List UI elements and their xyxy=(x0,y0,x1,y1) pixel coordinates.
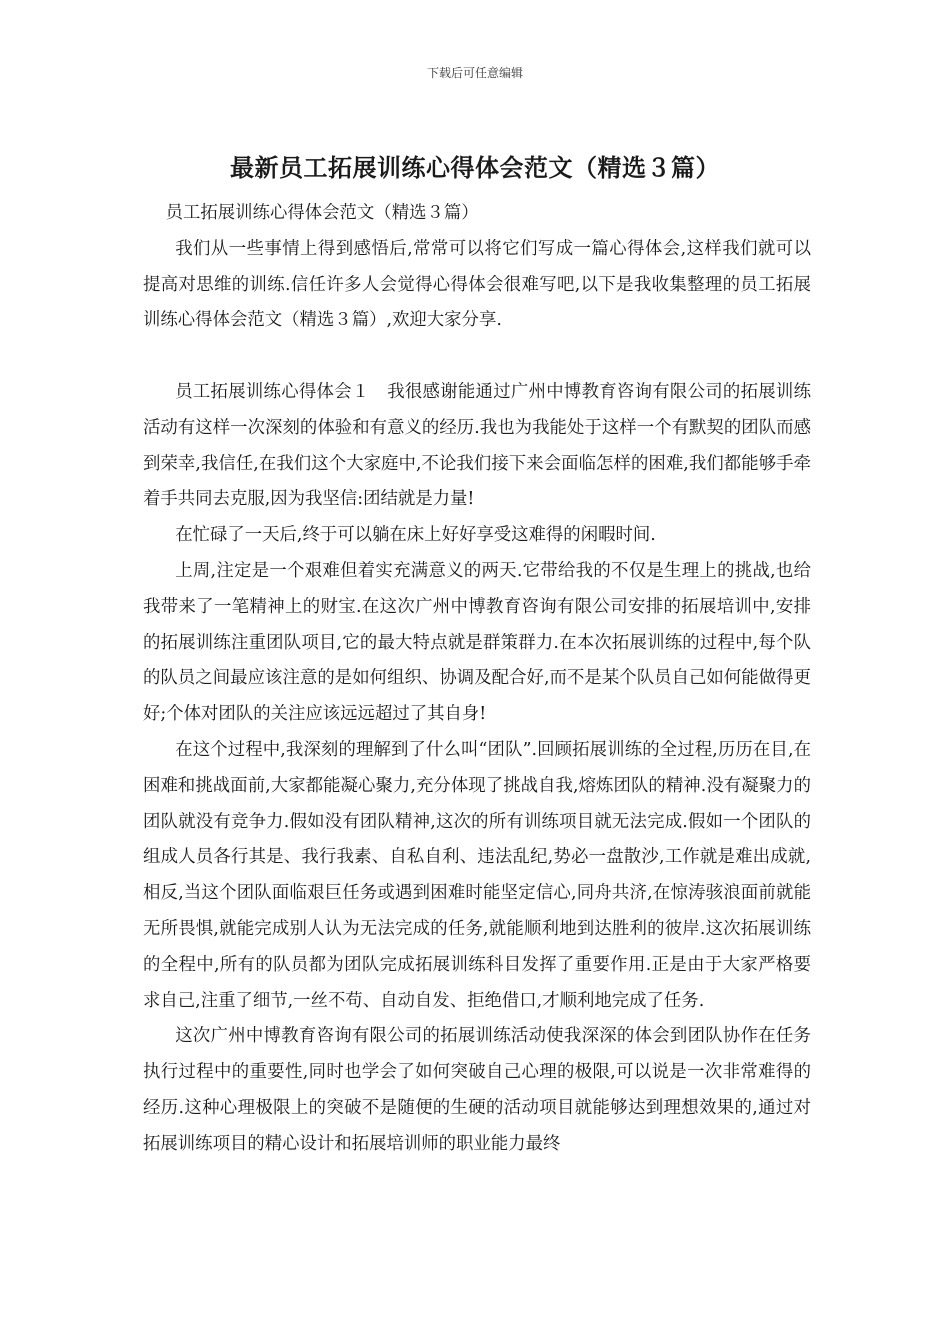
document-subtitle: 员工拓展训练心得体会范文（精选３篇） xyxy=(165,203,479,223)
paragraph-essay-1: 员工拓展训练心得体会１ 我很感谢能通过广州中博教育咨询有限公司的拓展训练活动有这样一次深刻的体验和有意义的经历.我也为我能处于这样一个有默契的团队而感到荣幸,我信任,在我们这个大家庭中,不论我们接下来会面临怎样的困难,我们都能够手牵着手共同去克服,因为我坚信:团结就是力量! xyxy=(143,381,811,510)
paragraph: 上周,注定是一个艰难但着实充满意义的两天.它带给我的不仅是生理上的挑战,也给我带来了一笔精神上的财宝.在这次广州中博教育咨询有限公司安排的拓展培训中,安排的拓展训练注重团队项目,它的最大特点就是群策群力.在本次拓展训练的过程中,每个队的队员之间最应该注意的是如何组织、协调及配合好,而不是某个队员自己如何能做得更好;个体对团队的关注应该远远超过了其自身! xyxy=(143,560,811,725)
paragraph-spacer xyxy=(143,339,811,375)
paragraph: 在这个过程中,我深刻的理解到了什么叫“团队”.回顾拓展训练的全过程,历历在目,在困难和挑战面前,大家都能凝心聚力,充分体现了挑战自我,熔炼团队的精神.没有凝聚力的团队就没有竞争力.假如没有团队精神,这次的所有训练项目就无法完成.假如一个团队的组成人员各行其是、我行我素、自私自利、违法乱纪,势必一盘散沙,工作就是难出成就,相反,当这个团队面临艰巨任务或遇到困难时能坚定信心,同舟共济,在惊涛骇浪面前就能无所畏惧,就能完成别人认为无法完成的任务,就能顺利地到达胜利的彼岸.这次拓展训练的全程中,所有的队员都为团队完成拓展训练科目发挥了重要作用.正是由于大家严格要求自己,注重了细节,一丝不苟、自动自发、拒绝借口,才顺利地完成了任务. xyxy=(143,739,811,1011)
paragraph-intro: 我们从一些事情上得到感悟后,常常可以将它们写成一篇心得体会,这样我们就可以提高对思维的训练.信任许多人会觉得心得体会很难写吧,以下是我收集整理的员工拓展训练心得体会范文（精选３篇）,欢迎大家分享. xyxy=(143,238,811,331)
header-note: 下载后可任意编辑 xyxy=(426,66,523,80)
document-title: 最新员工拓展训练心得体会范文（精选３篇） xyxy=(230,154,720,182)
paragraph: 在忙碌了一天后,终于可以躺在床上好好享受这难得的闲暇时间. xyxy=(175,525,656,546)
paragraph: 这次广州中博教育咨询有限公司的拓展训练活动使我深深的体会到团队协作在任务执行过程中的重要性,同时也学会了如何突破自己心理的极限,可以说是一次非常难得的经历.这种心理极限上的突破不是随便的生硬的活动项目就能够达到理想效果的,通过对拓展训练项目的精心设计和拓展培训师的职业能力最终 xyxy=(143,1026,811,1154)
document-body xyxy=(143,196,811,1163)
